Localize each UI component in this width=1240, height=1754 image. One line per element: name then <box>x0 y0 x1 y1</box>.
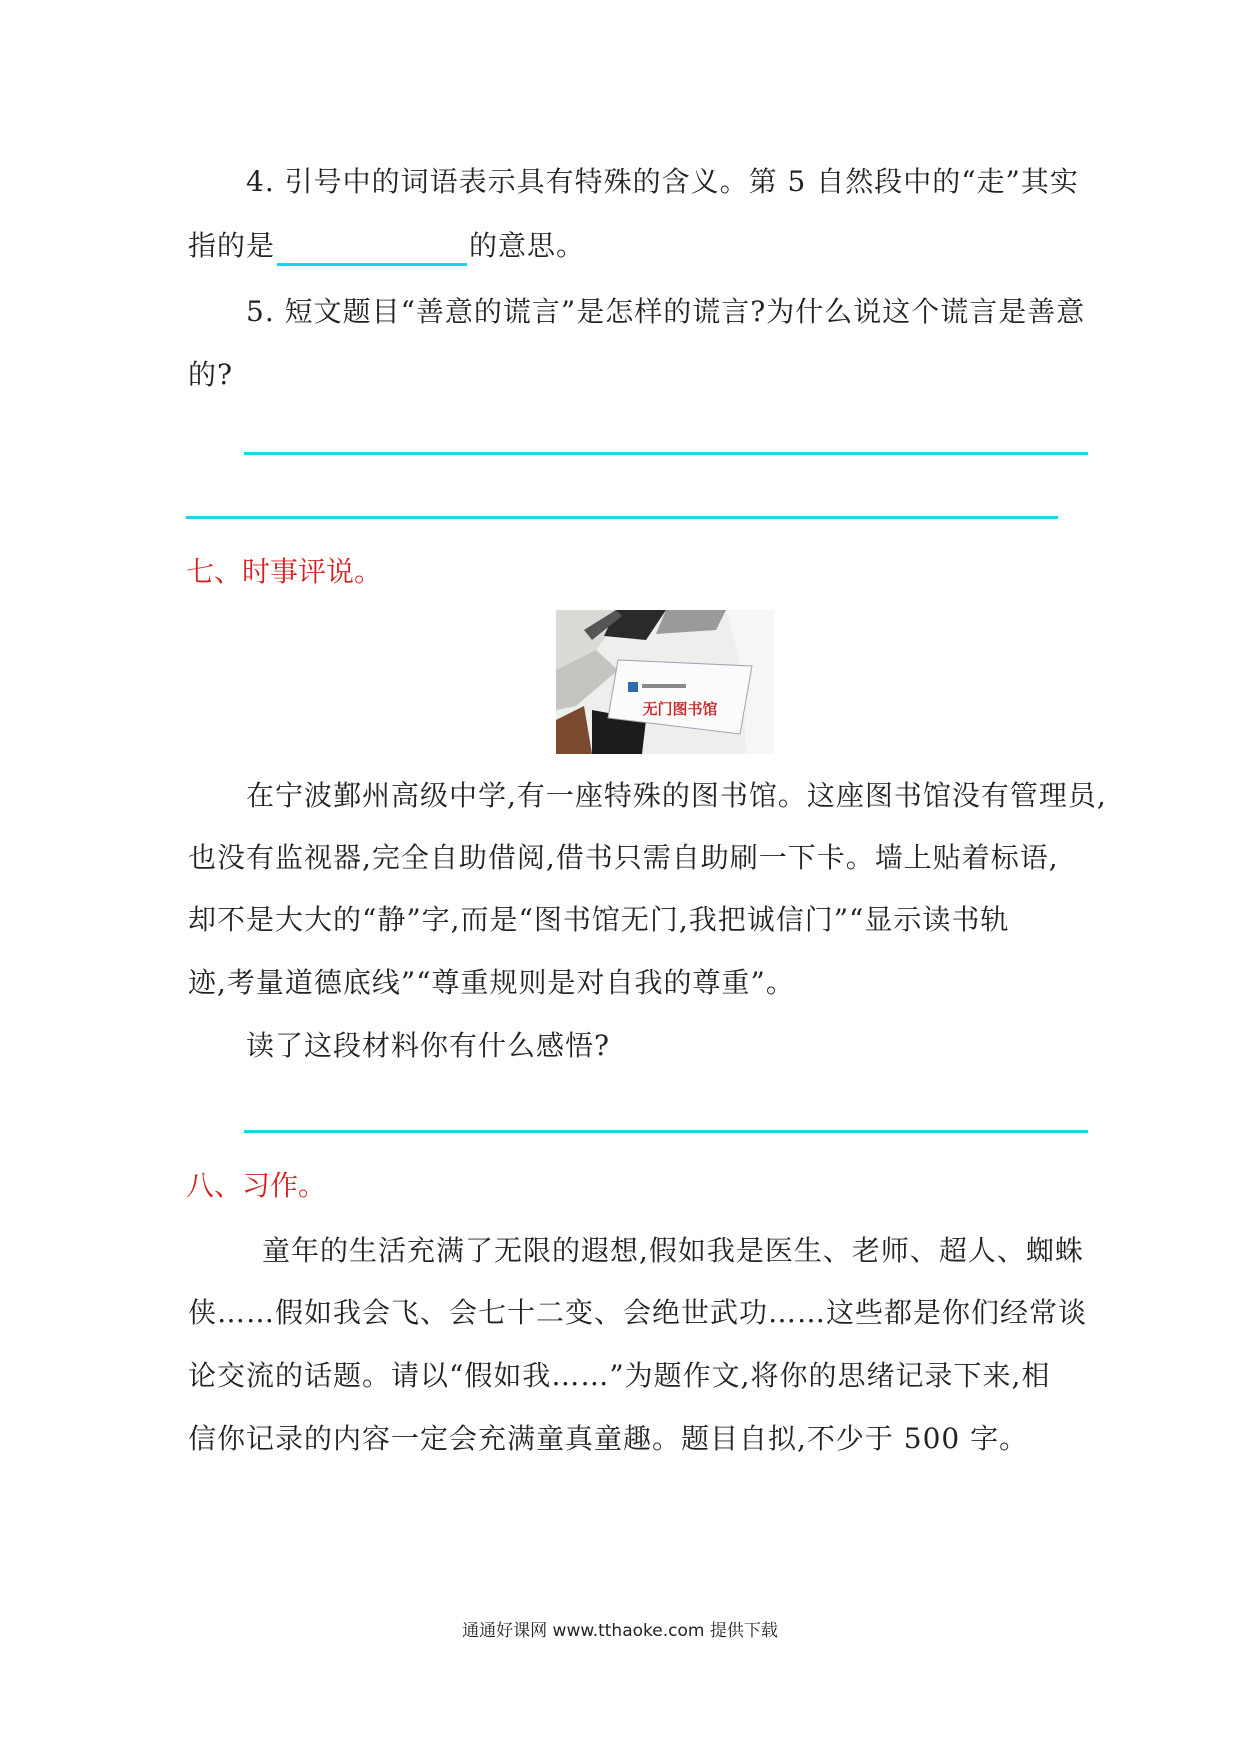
q5-line-2: 的? <box>188 358 234 391</box>
section7-line-2: 也没有监视器,完全自助借阅,借书只需自助刷一下卡。墙上贴着标语, <box>188 841 1059 874</box>
photo-sign-text: 无门图书馆 <box>642 700 718 718</box>
q4-line-1: 4. 引号中的词语表示具有特殊的含义。第 5 自然段中的“走”其实 <box>246 165 1079 198</box>
q5-answer-line-2[interactable] <box>186 516 1058 519</box>
q4-answer-blank[interactable] <box>277 235 467 266</box>
section7-heading: 七、时事评说。 <box>186 555 383 588</box>
section7-question: 读了这段材料你有什么感悟? <box>246 1029 611 1062</box>
section8-heading: 八、习作。 <box>186 1169 327 1202</box>
section7-answer-line[interactable] <box>244 1130 1088 1133</box>
library-photo <box>556 610 774 754</box>
q5-line-1: 5. 短文题目“善意的谎言”是怎样的谎言?为什么说这个谎言是善意 <box>246 295 1086 328</box>
q4-suffix: 的意思。 <box>469 229 586 262</box>
section8-line-3: 论交流的话题。请以“假如我……”为题作文,将你的思绪记录下来,相 <box>188 1359 1051 1392</box>
q4-line-2 <box>188 226 585 266</box>
section7-line-4: 迹,考量道德底线”“尊重规则是对自我的尊重”。 <box>188 966 795 999</box>
section7-line-1: 在宁波鄞州高级中学,有一座特殊的图书馆。这座图书馆没有管理员, <box>246 779 1107 812</box>
section8-line-4: 信你记录的内容一定会充满童真童趣。题目自拟,不少于 500 字。 <box>188 1422 1029 1455</box>
section7-line-3: 却不是大大的“静”字,而是“图书馆无门,我把诚信门”“显示读书轨 <box>188 903 1010 936</box>
section8-line-2: 侠……假如我会飞、会七十二变、会绝世武功……这些都是你们经常谈 <box>188 1296 1088 1329</box>
q5-answer-line-1[interactable] <box>244 452 1088 455</box>
page-footer: 通通好课网 www.tthaoke.com 提供下载 <box>462 1621 778 1641</box>
section8-line-1: 童年的生活充满了无限的遐想,假如我是医生、老师、超人、蜘蛛 <box>262 1234 1084 1267</box>
q4-prefix: 指的是 <box>188 229 276 262</box>
